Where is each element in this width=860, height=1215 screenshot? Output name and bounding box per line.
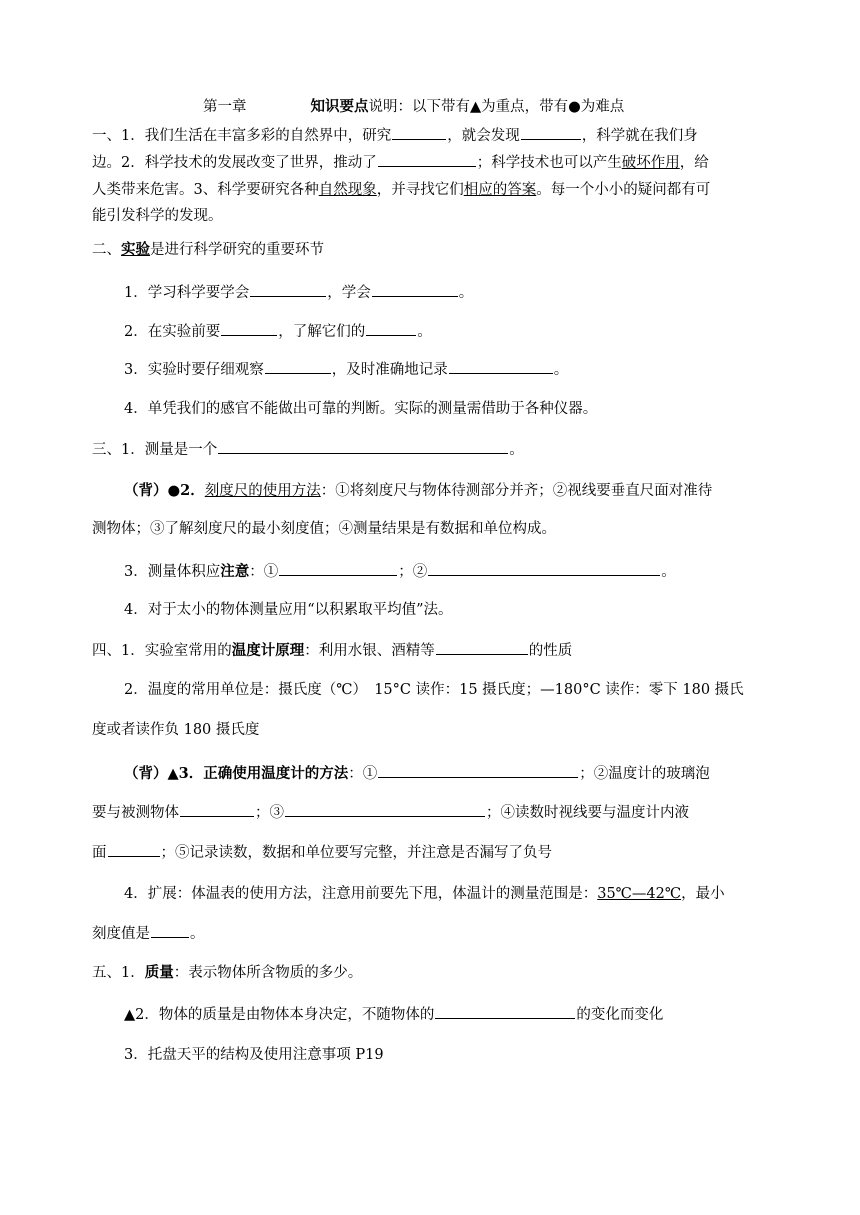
text: 测物体；③了解刻度尺的最小刻度值；④测量结果是有数据和单位构成。 — [92, 521, 556, 537]
text: 的变化而变化 — [576, 1007, 664, 1023]
text: ，并寻找它们 — [376, 182, 464, 198]
text: 温度计原理 — [231, 642, 305, 659]
s1-line2 — [92, 152, 772, 173]
underlined-term: 35℃—42℃ — [597, 886, 682, 902]
text: 要与被测物体 — [92, 805, 179, 821]
s4-item3 — [124, 763, 804, 784]
fill-blank[interactable] — [180, 802, 254, 817]
fill-blank[interactable] — [218, 439, 508, 454]
s2-item3 — [124, 359, 804, 380]
s4-item3-cont2 — [92, 842, 772, 863]
text: ：表示物体所含物质的多少。 — [173, 965, 363, 981]
s2-title — [92, 240, 772, 260]
text: 。 — [417, 324, 432, 340]
s4-item2 — [124, 680, 804, 700]
underlined-term: 刻度尺的使用方法 — [204, 483, 321, 499]
text: 2．在实验前要 — [124, 324, 221, 340]
s4-item4-cont — [92, 923, 772, 944]
text: ；②温度计的玻璃泡 — [579, 766, 710, 782]
s1-line1 — [92, 125, 772, 146]
text: 2．温度的常用单位是：摄氏度（℃） 15°C 读作：15 摄氏度；—180°C 读作：零下 180 摄氏 — [124, 682, 744, 698]
s1-line3 — [92, 180, 772, 200]
fill-blank[interactable] — [435, 1004, 575, 1019]
fill-blank[interactable] — [436, 640, 528, 655]
s4-item1 — [92, 640, 772, 661]
text: 4．单凭我们的感官不能做出可靠的判断。实际的测量需借助于各种仪器。 — [124, 401, 598, 417]
text: ，最小 — [681, 886, 725, 902]
text: 。 — [509, 442, 524, 458]
s3-item4 — [124, 600, 804, 620]
s5-item3 — [124, 1045, 804, 1065]
fill-blank[interactable] — [151, 923, 189, 938]
text: ：①将刻度尺与物体待测部分并齐；②视线要垂直尺面对准待 — [320, 483, 713, 499]
fill-blank[interactable] — [265, 359, 331, 374]
text: ，及时准确地记录 — [331, 362, 448, 378]
s3-item2-cont — [92, 519, 772, 539]
fill-blank[interactable] — [366, 321, 416, 336]
text: 质量 — [144, 964, 174, 981]
s2-item2 — [124, 321, 804, 342]
text: 一、1．我们生活在丰富多彩的自然界中，研究 — [92, 128, 392, 144]
s1-line4 — [92, 206, 772, 226]
s3-item1 — [92, 439, 772, 460]
text: （背）●2． — [124, 482, 205, 499]
fill-blank[interactable] — [378, 763, 578, 778]
text: 。每一个小小的疑问都有可 — [536, 182, 711, 198]
underlined-term: 相应的答案 — [463, 182, 537, 198]
s2-item4 — [124, 399, 804, 419]
chapter-title: 第一章 — [203, 99, 247, 115]
text: ，了解它们的 — [278, 324, 366, 340]
underlined-term: 实验 — [121, 241, 150, 258]
underlined-term: 自然现象 — [318, 182, 377, 198]
text: 刻度值是 — [92, 926, 150, 942]
s2-item1 — [124, 282, 804, 303]
fill-blank[interactable] — [378, 152, 476, 167]
s4-item4 — [124, 884, 804, 904]
text: 边。2．科学技术的发展改变了世界，推动了 — [92, 155, 377, 171]
key-points-desc: 说明：以下带有▲为重点，带有●为难点 — [368, 99, 625, 115]
text: 四、1．实验室常用的 — [92, 643, 232, 659]
text: 二、 — [92, 242, 121, 258]
fill-blank[interactable] — [392, 125, 446, 140]
text: 的性质 — [528, 643, 573, 659]
fill-blank[interactable] — [372, 282, 458, 297]
text: 。 — [661, 564, 676, 580]
s4-item2-cont — [92, 720, 772, 740]
fill-blank[interactable] — [279, 561, 397, 576]
text: ；科学技术也可以产生 — [476, 155, 622, 171]
text: （背）▲3．正确使用温度计的方法 — [124, 765, 349, 782]
text: 3．托盘天平的结构及使用注意事项 P19 — [124, 1047, 384, 1063]
text: ，给 — [679, 155, 709, 171]
fill-blank[interactable] — [108, 842, 160, 857]
fill-blank[interactable] — [521, 125, 581, 140]
text: 度或者读作负 180 摄氏度 — [92, 722, 260, 738]
text: ；② — [398, 564, 428, 580]
text: ：利用水银、酒精等 — [304, 643, 435, 659]
text: 能引发科学的发现。 — [92, 208, 223, 224]
s4-item3-cont1 — [92, 802, 772, 823]
text: 人类带来危害。3、科学要研究各种 — [92, 182, 319, 198]
s3-item2 — [124, 481, 804, 501]
fill-blank[interactable] — [285, 802, 485, 817]
text: ，就会发现 — [447, 128, 520, 144]
text: ：① — [348, 766, 378, 782]
s5-item1 — [92, 963, 772, 983]
text: 五、1． — [92, 965, 145, 981]
key-points-label: 知识要点 — [310, 98, 369, 115]
text: 3．实验时要仔细观察 — [124, 362, 264, 378]
fill-blank[interactable] — [428, 561, 660, 576]
text: 1．学习科学要学会 — [124, 285, 250, 301]
text: 是进行科学研究的重要环节 — [150, 242, 324, 258]
s5-item2 — [124, 1004, 804, 1025]
text: ：① — [249, 564, 279, 580]
text: 注意 — [220, 563, 250, 580]
underlined-term: 破坏作用 — [621, 155, 680, 171]
text: 。 — [458, 285, 474, 301]
text: 。 — [553, 362, 569, 378]
text: 三、1．测量是一个 — [92, 442, 218, 458]
text: 面 — [92, 845, 107, 861]
text: ；④读数时视线要与温度计内液 — [486, 805, 689, 821]
page-header — [203, 97, 624, 117]
text: 4．扩展：体温表的使用方法，注意用前要先下甩，体温计的测量范围是： — [124, 886, 598, 902]
text: 。 — [190, 926, 205, 942]
fill-blank[interactable] — [449, 359, 553, 374]
text: ，科学就在我们身 — [581, 128, 698, 144]
fill-blank[interactable] — [250, 282, 326, 297]
text: ，学会 — [327, 285, 371, 301]
text: 3．测量体积应 — [124, 564, 221, 580]
text: ；③ — [255, 805, 284, 821]
text: ▲2．物体的质量是由物体本身决定，不随物体的 — [124, 1007, 435, 1023]
s3-item3 — [124, 561, 804, 582]
text: ；⑤记录读数，数据和单位要写完整，并注意是否漏写了负号 — [160, 845, 552, 861]
fill-blank[interactable] — [221, 321, 277, 336]
text: 4．对于太小的物体测量应用“以积累取平均值”法。 — [124, 602, 453, 618]
